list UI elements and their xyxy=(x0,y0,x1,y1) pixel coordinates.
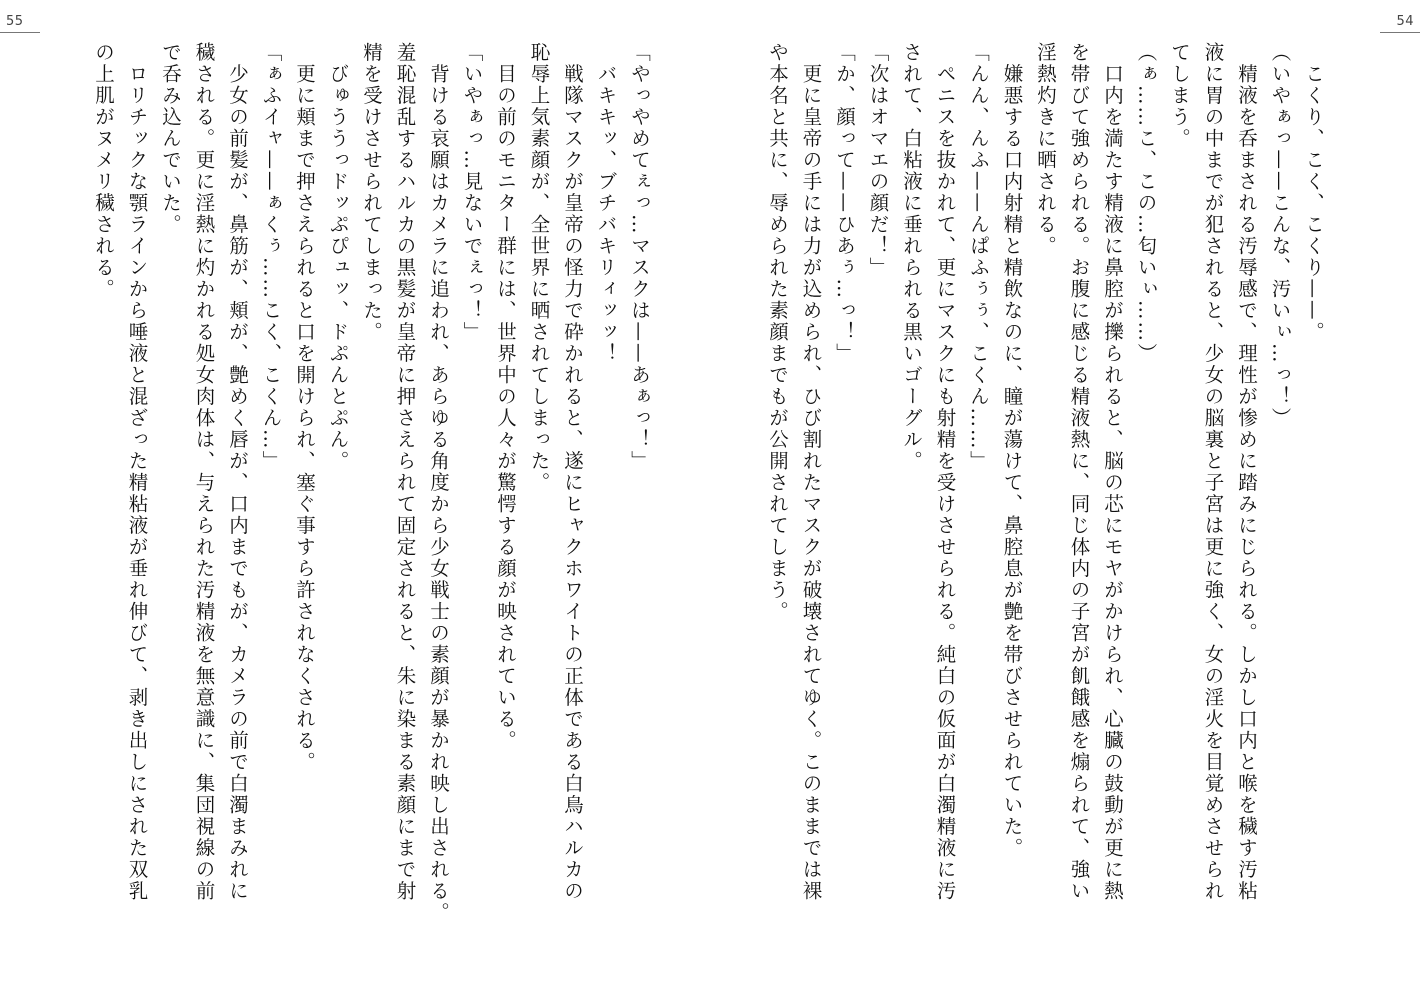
text-line: 穢される。更に淫熱に灼かれる処女肉体は、与えられた汚精液を無意識に、集団視線の前 xyxy=(192,42,216,902)
header-rule xyxy=(0,32,40,33)
text-line: 嫌悪する口内射精と精飲なのに、瞳が蕩けて、鼻腔息が艶を帯びさせられていた。 xyxy=(1000,42,1024,859)
text-line: （いやぁっ——こんな、汚いぃ…っ！） xyxy=(1268,42,1292,429)
page-number: 54 xyxy=(1396,14,1414,29)
page-number: 55 xyxy=(6,14,24,29)
text-line: てしまう。 xyxy=(1168,42,1191,150)
text-line: 口内を満たす精液に鼻腔が擽られると、脳の芯にモヤがかけられ、心臓の鼓動が更に熱 xyxy=(1101,42,1124,902)
text-line: 精を受けさせられてしまった。 xyxy=(360,42,383,343)
text-line: ロリチックな顎ラインから唾液と混ざった精粘液が垂れ伸びて、剥き出しにされた双乳 xyxy=(125,42,149,902)
text-line: を帯びて強められる。お腹に感じる精液熱に、同じ体内の子宮が飢餓感を煽られて、強い xyxy=(1067,42,1091,902)
text-line: 目の前のモニター群には、世界中の人々が驚愕する顔が映されている。 xyxy=(494,42,517,752)
text-line: 「やっやめてぇっ…マスクは——あぁっ！」 xyxy=(628,42,651,472)
text-line: の上肌がヌメリ穢される。 xyxy=(92,42,115,300)
text-line: 戦隊マスクが皇帝の怪力で砕かれると、遂にヒャクホワイトの正体である白鳥ハルカの xyxy=(561,42,584,902)
text-line: ペニスを抜かれて、更にマスクにも射精を受けさせられる。純白の仮面が白濁精液に汚 xyxy=(933,42,957,902)
text-line: や本名と共に、辱められた素顔までもが公開されてしまう。 xyxy=(766,42,789,623)
text-line: 「んん、んふ——んぱふぅぅ、こくん……」 xyxy=(967,42,990,472)
header-rule xyxy=(1380,32,1420,33)
text-line: こくり、こく、こくり——。 xyxy=(1302,42,1325,343)
text-line: 恥辱上気素顔が、全世界に晒されてしまった。 xyxy=(527,42,551,494)
text-line: 更に皇帝の手には力が込められ、ひび割れたマスクが破壊されてゆく。このままでは裸 xyxy=(799,42,823,902)
text-line: バキキッ、ブチバキリィッッ！ xyxy=(594,42,618,365)
text-line: 少女の前髪が、鼻筋が、頬が、艶めく唇が、口内までもが、カメラの前で白濁まみれに xyxy=(226,42,249,902)
text-line: 背ける哀願はカメラに追われ、あらゆる角度から少女戦士の素顔が暴かれ映し出される。 xyxy=(427,42,450,924)
text-line: 「いやぁっ…見ないでぇっ！」 xyxy=(460,42,484,343)
text-line: （ぁ……こ、この…匂いぃ……） xyxy=(1134,42,1158,365)
text-line: 更に頬まで押さえられると口を開けられ、塞ぐ事すら許されなくされる。 xyxy=(293,42,316,773)
vertical-text-body xyxy=(56,42,656,987)
text-line: で呑み込んでいた。 xyxy=(159,42,182,236)
text-line: 「ぁふイャ——ぁくぅ……こく、こくん…」 xyxy=(259,42,283,472)
text-line: 淫熱灼きに晒される。 xyxy=(1034,42,1057,257)
text-line: 精液を呑まされる汚辱感で、理性が惨めに踏みにじられる。しかし口内と喉を穢す汚粘 xyxy=(1235,42,1258,902)
text-line: 「か、顔って——ひあぅ…っ！」 xyxy=(833,42,856,365)
text-line: 羞恥混乱するハルカの黒髪が皇帝に押さえられて固定されると、朱に染まる素顔にまで射 xyxy=(393,42,417,902)
text-line: 液に胃の中までが犯されると、少女の脳裏と子宮は更に強く、女の淫火を目覚めさせられ xyxy=(1201,42,1225,902)
text-line: されて、白粘液に垂れられる黒いゴーグル。 xyxy=(900,42,923,472)
text-line: びゅううっドッぷぴュッ、ドぷんとぷん。 xyxy=(326,42,350,472)
text-line: 「次はオマエの顔だ！」 xyxy=(866,42,890,279)
vertical-text-body xyxy=(766,42,1330,987)
right-page xyxy=(710,0,1420,1000)
